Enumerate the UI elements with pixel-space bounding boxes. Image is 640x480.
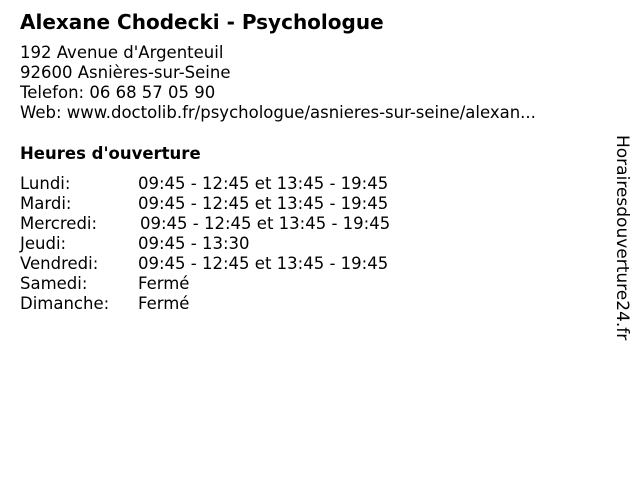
business-contact-block	[20, 43, 536, 123]
time-range: 09:45 - 12:45 et 13:45 - 19:45	[138, 194, 389, 213]
city-postal-code: 92600 Asnières-sur-Seine	[20, 63, 231, 82]
time-range: Fermé	[138, 294, 190, 313]
day-label: Samedi:	[20, 274, 88, 293]
day-label: Dimanche:	[20, 294, 110, 313]
day-label: Vendredi:	[20, 254, 99, 273]
day-label: Mercredi:	[20, 214, 98, 233]
time-range: Fermé	[138, 274, 190, 293]
day-label: Lundi:	[20, 174, 71, 193]
time-range: 09:45 - 12:45 et 13:45 - 19:45	[140, 214, 391, 233]
day-label: Jeudi:	[20, 234, 67, 253]
page-title: Alexane Chodecki - Psychologue	[20, 10, 384, 34]
website-link[interactable]: Web: www.doctolib.fr/psychologue/asnieres-sur-seine/alexan...	[20, 103, 536, 122]
opening-hours-heading: Heures d'ouverture	[20, 144, 201, 163]
day-label: Mardi:	[20, 194, 72, 213]
street-address: 192 Avenue d'Argenteuil	[20, 43, 224, 62]
time-range: 09:45 - 12:45 et 13:45 - 19:45	[138, 174, 389, 193]
site-watermark: Horairesdouverture24.fr	[612, 135, 632, 341]
phone-number: Telefon: 06 68 57 05 90	[20, 83, 216, 102]
time-range: 09:45 - 12:45 et 13:45 - 19:45	[138, 254, 389, 273]
time-range: 09:45 - 13:30	[138, 234, 250, 253]
